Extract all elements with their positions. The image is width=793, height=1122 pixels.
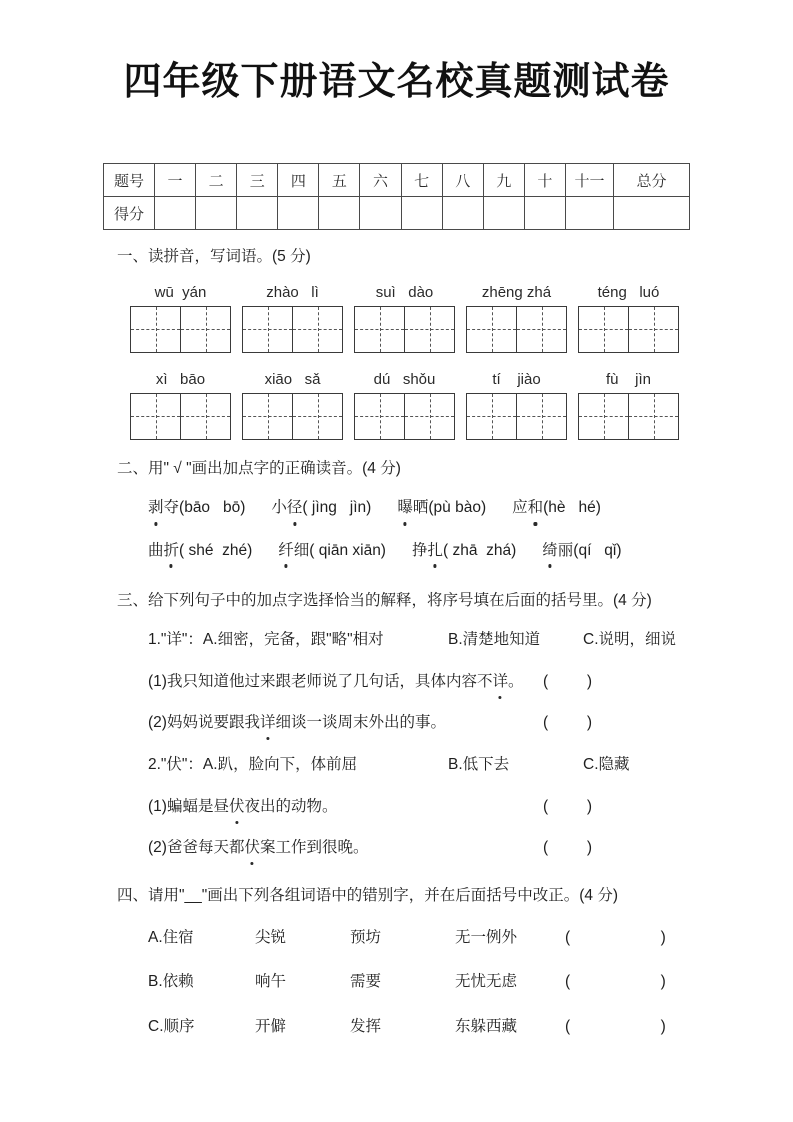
word-group-item: 需要 bbox=[350, 973, 382, 991]
section-3 bbox=[117, 590, 708, 862]
page-title: 四年级下册语文名校真题测试卷 bbox=[123, 61, 670, 103]
dotted-character: 详 bbox=[492, 669, 508, 695]
word-group-row bbox=[148, 1014, 708, 1040]
answer-bracket: ( ) bbox=[543, 672, 593, 690]
pinyin-options: ( jìng jìn) bbox=[302, 499, 372, 517]
score-table-header-row bbox=[104, 164, 690, 197]
tianzige-group bbox=[242, 393, 343, 440]
dotted-character: 绮 bbox=[542, 537, 558, 564]
question-number-label-cell: 题号 bbox=[104, 164, 155, 197]
tianzige-cell bbox=[516, 394, 566, 439]
answer-bracket: ( ) bbox=[565, 1017, 666, 1035]
tianzige-group bbox=[578, 306, 679, 353]
dotted-character: 剥 bbox=[148, 494, 164, 521]
pronunciation-item bbox=[412, 537, 516, 564]
question-number-cell: 五 bbox=[319, 164, 360, 197]
question-number-cell: 四 bbox=[278, 164, 319, 197]
tianzige-cell bbox=[404, 307, 454, 352]
score-label-cell: 得分 bbox=[104, 197, 155, 230]
pinyin-options: (bāo bō) bbox=[179, 499, 246, 517]
dotted-character: 和 bbox=[528, 494, 544, 521]
word-group-item: A.住宿 bbox=[148, 929, 194, 947]
word-group-item: 尖锐 bbox=[255, 929, 287, 947]
dotted-word bbox=[542, 542, 573, 559]
dotted-word bbox=[412, 542, 443, 559]
score-value-cell bbox=[524, 197, 565, 230]
tianzige-group bbox=[130, 393, 231, 440]
pronunciation-item bbox=[148, 537, 252, 564]
dotted-character: 径 bbox=[287, 494, 303, 521]
pinyin-label: zhēng zhá bbox=[481, 283, 552, 301]
tianzige-cell bbox=[628, 307, 678, 352]
sentence-line bbox=[148, 710, 708, 736]
score-value-cell bbox=[483, 197, 524, 230]
question-number-cell: 八 bbox=[442, 164, 483, 197]
section-4-heading: 四、请用"__"画出下列各组词语中的错别字，并在后面括号中改正。(4 分) bbox=[117, 887, 618, 905]
word-group-item: 发挥 bbox=[350, 1017, 382, 1035]
question-number-cell: 十一 bbox=[566, 164, 614, 197]
dotted-word bbox=[271, 499, 302, 516]
pinyin-label: zhào lì bbox=[266, 283, 319, 301]
score-value-cell bbox=[566, 197, 614, 230]
score-value-cell bbox=[237, 197, 278, 230]
tianzige-group bbox=[130, 306, 231, 353]
question-number-cell: 一 bbox=[155, 164, 196, 197]
pinyin-options: ( shé zhé) bbox=[179, 541, 253, 559]
pronunciation-line bbox=[148, 494, 708, 521]
word-character: 丽 bbox=[557, 541, 574, 559]
dotted-word bbox=[512, 499, 543, 516]
sentence-line bbox=[148, 669, 708, 695]
word-group-item: B.依赖 bbox=[148, 973, 194, 991]
tianzige-cell bbox=[243, 307, 292, 352]
pinyin-label: xì bāo bbox=[155, 370, 206, 388]
pinyin-label: suì dào bbox=[375, 283, 434, 301]
word-group-row bbox=[148, 969, 708, 995]
pronunciation-item bbox=[148, 494, 245, 521]
tianzige-cell bbox=[131, 394, 180, 439]
pronunciation-line bbox=[148, 537, 708, 564]
tianzige-cell bbox=[131, 307, 180, 352]
question-number-cell: 十 bbox=[524, 164, 565, 197]
pinyin-label: dú shǒu bbox=[373, 370, 436, 388]
dotted-character: 曝 bbox=[397, 494, 413, 521]
dotted-character: 详 bbox=[260, 710, 276, 736]
word-group-item: 开僻 bbox=[255, 1017, 287, 1035]
pinyin-label: téng luó bbox=[597, 283, 660, 301]
score-table bbox=[103, 163, 690, 230]
section-2 bbox=[117, 458, 708, 564]
tianzige-cell bbox=[180, 394, 230, 439]
answer-bracket: ( ) bbox=[543, 839, 593, 857]
sentence-post: 细谈一谈周末外出的事。 bbox=[275, 714, 446, 731]
section-1 bbox=[117, 246, 708, 440]
sentence-text bbox=[148, 798, 337, 815]
pinyin-label: xiāo sǎ bbox=[264, 370, 321, 388]
score-value-cell bbox=[614, 197, 690, 230]
pinyin-label: fù jìn bbox=[605, 370, 652, 388]
word-character: 曲 bbox=[148, 541, 164, 559]
definition-line bbox=[148, 627, 708, 653]
tianzige-cell bbox=[292, 394, 342, 439]
tianzige-cell bbox=[355, 394, 404, 439]
dotted-word bbox=[148, 542, 179, 559]
sentence-line bbox=[148, 835, 708, 861]
dotted-character: 伏 bbox=[229, 794, 245, 820]
pronunciation-item bbox=[542, 537, 621, 564]
pronunciation-item bbox=[512, 494, 601, 521]
section-4-rows bbox=[148, 925, 708, 1040]
sentence-pre: (1)蝙蝠是昼 bbox=[148, 797, 229, 815]
question-number-cell: 二 bbox=[196, 164, 237, 197]
pinyin-label-row bbox=[130, 369, 708, 390]
tianzige-cell bbox=[628, 394, 678, 439]
word-group-item: 无一例外 bbox=[455, 929, 518, 947]
sentence-post: 案工作到很晚。 bbox=[259, 839, 369, 857]
definition-option: B.低下去 bbox=[448, 756, 510, 774]
answer-bracket: ( ) bbox=[543, 797, 593, 815]
sentence-line bbox=[148, 794, 708, 820]
word-group-item: 东躲西藏 bbox=[455, 1017, 518, 1035]
tianzige-group bbox=[354, 393, 455, 440]
tianzige-cell bbox=[579, 394, 628, 439]
dotted-character: 纤 bbox=[278, 537, 294, 564]
answer-bracket: ( ) bbox=[543, 714, 593, 731]
pronunciation-item bbox=[278, 537, 386, 564]
tianzige-cell bbox=[180, 307, 230, 352]
writing-grid-row bbox=[130, 393, 708, 440]
word-character: 挣 bbox=[411, 541, 428, 559]
sentence-pre: (2)妈妈说要跟我 bbox=[148, 714, 260, 731]
dotted-character: 伏 bbox=[244, 835, 260, 861]
paper-body bbox=[117, 246, 708, 1040]
dotted-word bbox=[397, 499, 428, 516]
tianzige-cell bbox=[355, 307, 404, 352]
pinyin-label: wū yán bbox=[154, 283, 207, 301]
tianzige-cell bbox=[467, 394, 516, 439]
sentence-pre: (2)爸爸每天都 bbox=[148, 839, 245, 857]
question-number-cell: 九 bbox=[483, 164, 524, 197]
word-character: 夺 bbox=[163, 499, 180, 517]
tianzige-cell bbox=[467, 307, 516, 352]
score-table-score-row bbox=[104, 197, 690, 230]
word-group-item: C.顺序 bbox=[148, 1017, 195, 1035]
tianzige-cell bbox=[243, 394, 292, 439]
word-group-row bbox=[148, 925, 708, 951]
dotted-character: 折 bbox=[164, 537, 180, 564]
word-group-item: 无忧无虑 bbox=[455, 973, 518, 991]
tianzige-cell bbox=[404, 394, 454, 439]
word-group-item: 预坊 bbox=[350, 929, 382, 947]
pronunciation-item bbox=[271, 494, 371, 521]
definition-option: B.清楚地知道 bbox=[448, 631, 541, 649]
question-number-cell: 六 bbox=[360, 164, 401, 197]
tianzige-group bbox=[242, 306, 343, 353]
word-character: 应 bbox=[512, 499, 528, 517]
pinyin-label: tí jiào bbox=[492, 370, 541, 388]
section-1-rows bbox=[117, 282, 708, 440]
score-value-cell bbox=[196, 197, 237, 230]
score-value-cell bbox=[442, 197, 483, 230]
pinyin-options: (qí qǐ) bbox=[573, 541, 622, 559]
score-value-cell bbox=[155, 197, 196, 230]
tianzige-cell bbox=[579, 307, 628, 352]
score-value-cell bbox=[319, 197, 360, 230]
question-number-cell: 三 bbox=[237, 164, 278, 197]
tianzige-group bbox=[578, 393, 679, 440]
writing-grid-row bbox=[130, 306, 708, 353]
section-3-groups bbox=[148, 627, 708, 861]
score-value-cell bbox=[360, 197, 401, 230]
answer-bracket: ( ) bbox=[565, 929, 666, 947]
section-2-lines bbox=[148, 494, 708, 563]
section-2-heading: 二、用" √ "画出加点字的正确读音。(4 分) bbox=[117, 459, 401, 477]
score-value-cell bbox=[401, 197, 442, 230]
sentence-post: 夜出的动物。 bbox=[244, 797, 338, 815]
sentence-text bbox=[148, 839, 368, 856]
pronunciation-item bbox=[397, 494, 486, 521]
question-number-cell: 七 bbox=[401, 164, 442, 197]
definition-option: 1."详"：A.细密，完备，跟"略"相对 bbox=[148, 631, 384, 649]
pinyin-options: ( zhā zhá) bbox=[443, 541, 517, 559]
tianzige-cell bbox=[292, 307, 342, 352]
tianzige-group bbox=[466, 306, 567, 353]
dotted-word bbox=[278, 542, 309, 559]
sentence-pre: (1)我只知道他过来跟老师说了几句话，具体内容不 bbox=[148, 672, 493, 690]
section-3-heading: 三、给下列句子中的加点字选择恰当的解释，将序号填在后面的括号里。(4 分) bbox=[117, 591, 652, 609]
definition-option: C.说明，细说 bbox=[583, 631, 677, 649]
tianzige-cell bbox=[516, 307, 566, 352]
sentence-post: 。 bbox=[507, 672, 524, 690]
definition-option: C.隐藏 bbox=[583, 756, 630, 774]
dotted-character: 扎 bbox=[428, 537, 444, 564]
pinyin-options: (pù bào) bbox=[428, 499, 487, 517]
definition-option: 2."伏"：A.趴，脸向下，体前屈 bbox=[148, 756, 358, 774]
word-character: 晒 bbox=[412, 499, 429, 517]
tianzige-group bbox=[466, 393, 567, 440]
pinyin-options: ( qiān xiān) bbox=[309, 541, 386, 559]
section-4 bbox=[117, 885, 708, 1040]
word-character: 细 bbox=[293, 541, 310, 559]
sentence-text bbox=[148, 714, 446, 731]
word-character: 小 bbox=[271, 499, 287, 517]
answer-bracket: ( ) bbox=[565, 973, 666, 991]
pinyin-label-row bbox=[130, 282, 708, 303]
pinyin-options: (hè hé) bbox=[543, 499, 601, 517]
definition-line bbox=[148, 752, 708, 778]
tianzige-group bbox=[354, 306, 455, 353]
dotted-word bbox=[148, 499, 179, 516]
question-number-cell: 总分 bbox=[614, 164, 690, 197]
sentence-text bbox=[148, 673, 523, 690]
word-group-item: 响午 bbox=[255, 973, 287, 991]
section-1-heading: 一、读拼音，写词语。(5 分) bbox=[117, 248, 311, 265]
score-value-cell bbox=[278, 197, 319, 230]
